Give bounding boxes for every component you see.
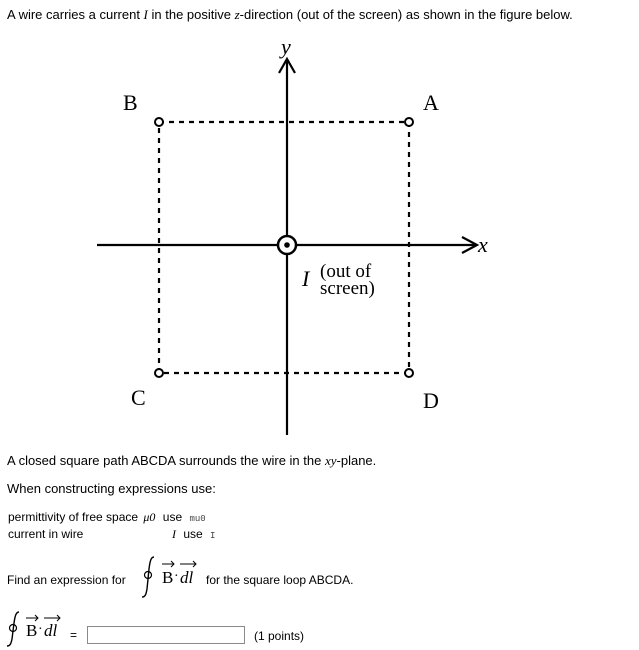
dl-vector: dl (180, 568, 194, 587)
answer-integral-sign (7, 612, 19, 646)
path-after: -plane. (336, 453, 377, 468)
points-label: (1 points) (254, 629, 305, 643)
wire-dot (284, 242, 290, 248)
intro-current-var: I (143, 7, 148, 22)
symbol-code-current: I (210, 531, 216, 541)
corner-b-label: B (123, 90, 138, 115)
answer-dot-operator: · (38, 622, 43, 637)
symbol-row-permittivity (8, 510, 206, 525)
symbol-code-mu0: mu0 (189, 514, 206, 524)
intro-z-var: z (234, 7, 240, 22)
symbol-mu0: μ0 (143, 510, 156, 524)
corner-a-marker (405, 118, 413, 126)
answer-b-vector: B (26, 621, 38, 640)
out-of-label: (out of (320, 261, 372, 282)
question-before: Find an expression for (7, 573, 126, 587)
corner-a-label: A (423, 90, 439, 115)
dl-vector-arrow (180, 561, 196, 567)
symbol-row-current (172, 527, 215, 542)
symbol-use: use (162, 510, 183, 524)
line-integral-expression (140, 553, 208, 601)
intro-before: A wire carries a current (7, 7, 144, 22)
corner-b-marker (155, 118, 163, 126)
answer-line-integral-expression (6, 608, 72, 648)
corner-c-marker (155, 369, 163, 377)
intro-after: -direction (out of the screen) as shown in the figure below. (239, 7, 573, 22)
answer-dl-vector: dl (44, 621, 58, 640)
intro-middle: in the positive (147, 7, 235, 22)
symbol-current: I (172, 527, 176, 541)
symbol-use: use (183, 527, 203, 541)
integral-sign (142, 557, 154, 597)
answer-input[interactable] (87, 626, 245, 644)
answer-equals: = (70, 628, 78, 642)
path-before: A closed square path ABCDA surrounds the wire in the (7, 453, 325, 468)
corner-d-marker (405, 369, 413, 377)
y-axis-label: y (281, 34, 291, 59)
corner-c-label: C (131, 385, 146, 410)
b-vector-arrow (162, 561, 174, 567)
path-plane-var: xy (324, 453, 337, 468)
dot-operator: · (174, 569, 179, 584)
symbol-row-current-label: current in wire (8, 527, 84, 541)
corner-d-label: D (423, 388, 439, 413)
screen-label: screen) (320, 278, 375, 299)
x-axis-label: x (478, 232, 488, 257)
question-after: for the square loop ABCDA. (206, 573, 354, 587)
b-vector: B (162, 568, 174, 587)
symbol-row-label: permittivity of free space (8, 510, 139, 524)
path-description (7, 453, 376, 469)
instructions-text: When constructing expressions use: (7, 481, 216, 496)
current-label: I (302, 266, 310, 291)
